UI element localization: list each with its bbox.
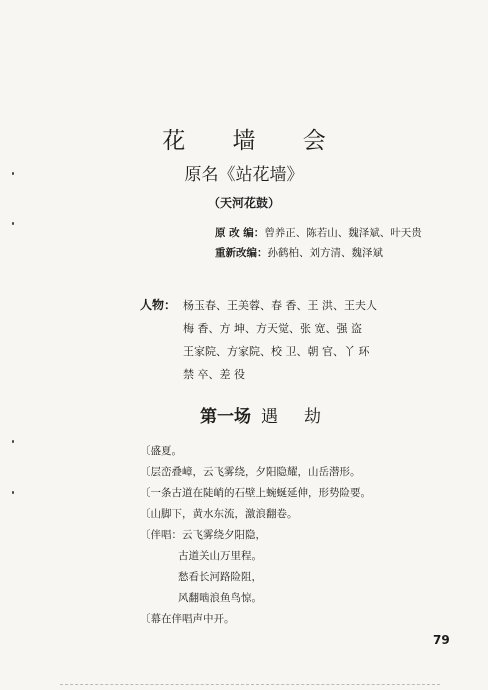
sung-verse: 古道关山万里程。 [178, 550, 262, 562]
play-title: 花 墙 会 [162, 128, 346, 154]
page-number: 79 [433, 633, 450, 647]
credit-names: 孙鹤柏、刘方清、魏泽斌 [267, 247, 383, 259]
stage-direction: 〔层峦叠嶂，云飞雾绕，夕阳隐耀，山岳潜形。 [140, 466, 361, 478]
cast-line: 杨玉春、王美蓉、春 香、王 洪、王夫人 [183, 299, 377, 312]
scene-name: 遇劫 [261, 407, 347, 427]
play-subtitle: 原名《站花墙》 [184, 165, 304, 185]
credit-line-original [215, 225, 422, 240]
stage-direction: 〔盛夏。 [140, 445, 182, 457]
scan-speck [12, 491, 14, 494]
opera-genre: （天河花鼓） [207, 196, 280, 210]
cast-label: 人物： [140, 298, 177, 312]
stage-direction: 〔伴唱：云飞雾绕夕阳隐， [140, 529, 266, 541]
sung-verse: 愁看长河路险阻， [178, 571, 262, 583]
scan-speck [12, 440, 14, 443]
scene-heading [200, 402, 347, 427]
scan-speck [12, 172, 14, 175]
bottom-edge-rule [60, 684, 440, 685]
scan-speck [12, 222, 14, 225]
cast-line: 梅 香、方 坤、方天觉、张 宽、强 盗 [183, 322, 362, 335]
scene-number: 第一场 [200, 407, 251, 427]
cast-line: 王家院、方家院、校 卫、朝 官、丫 环 [183, 345, 370, 358]
stage-direction: 〔一条古道在陡峭的石壁上蜿蜒延伸，形势险要。 [140, 487, 371, 499]
sung-verse: 风翻啮浪鱼鸟惊。 [178, 592, 262, 604]
closing-stage-direction: 〔幕在伴唱声中开。 [140, 613, 235, 625]
stage-direction: 〔山脚下，黄水东流，激浪翻卷。 [140, 508, 298, 520]
credit-names: 曾养正、陈若山、魏泽斌、叶天贵 [264, 227, 422, 239]
credit-line-revised [215, 245, 383, 260]
credit-label: 重新改编： [215, 247, 268, 259]
credit-label: 原 改 编： [215, 227, 265, 239]
cast-line: 禁 卒、差 役 [183, 368, 245, 381]
